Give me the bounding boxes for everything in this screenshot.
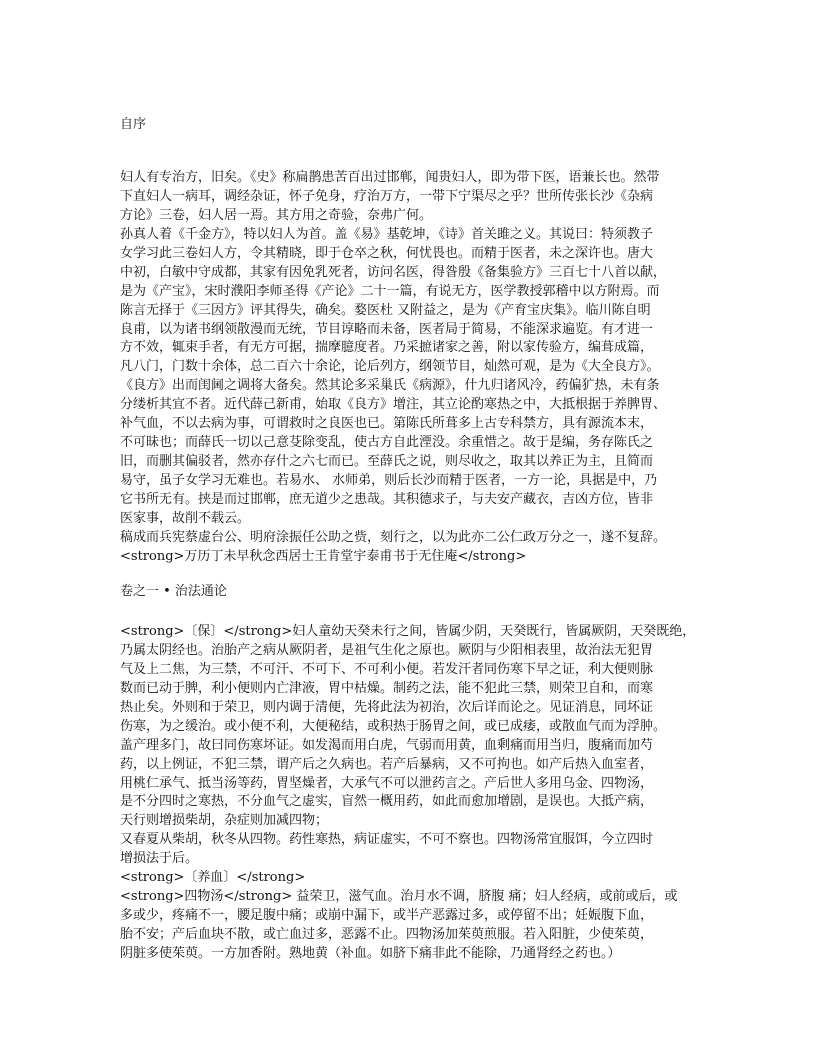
chapter-line: <strong>〔保〕</strong>妇人童幼天癸未行之间，皆属少阴，天癸既行，皆属厥阴，天癸既绝，	[120, 624, 696, 639]
chapter-line: 气及上二焦，为三禁，不可汗、不可下、不可利小便。若发汗者同伤寒下早之证，利大便则脉	[120, 661, 654, 677]
chapter-line: 是不分四时之寒热，不分血气之虚实，盲然一概用药，如此而愈加增剧，是误也。大抵产病，	[120, 794, 654, 810]
chapter-line: 胎不安；产后血块不散，或亡血过多，恶露不止。四物汤加茱萸煎服。若入阳脏，少使茱萸，	[120, 927, 654, 942]
chapter-line: <strong>四物汤</strong> 益荣卫，滋气血。治月水不调，脐腹 痛；妇人经病，或前或后，或	[120, 889, 678, 905]
preface-line: 旧，而删其偏驳者，然亦存什之六七而已。至薛氏之说，则尽收之，取其以养正为主，且简而	[120, 454, 654, 470]
chapter-line: 阴脏多使茱萸。一方加香附。熟地黄（补血。如脐下痛非此不能除，乃通肾经之药也。）	[120, 945, 621, 961]
subheading-yangxue: <strong>〔养血〕</strong>	[120, 870, 306, 886]
preface-signature: <strong>万历丁未早秋念西居士王肯堂宇泰甫书于无住庵</strong>	[120, 548, 527, 564]
chapter-line: 热止矣。外则和于荣卫，则内调于清便，先将此法为初治，次后详而论之。见证消息，同坏证	[120, 699, 654, 715]
preface-line: 医家事，故削不载云。	[120, 510, 251, 526]
preface-line: 稿成而兵宪蔡虚台公、明府涂振任公助之赀，刻行之，以为此亦二公仁政万分之一，遂不复辞。	[120, 529, 667, 545]
chapter-line: 天行则增损柴胡，杂症则加减四物；	[120, 813, 329, 829]
preface-line: 孙真人着《千金方》，特以妇人为首。盖《易》基乾坤，《诗》首关雎之义。其说曰：特须教子	[120, 226, 654, 242]
preface-line: 《良方》出而闺阃之调将大备矣。然其论多采巢氏《病源》，什九归诸风冷，药偏犷热，未有条	[120, 378, 660, 394]
preface-text	[120, 169, 700, 567]
preface-line: 是为《产宝》，宋时濮阳李师圣得《产论》二十一篇，有说无方，医学教授郭稽中以方附焉。而	[120, 283, 660, 299]
preface-line: 女学习此三卷妇人方，令其精晓，即于仓卒之秋，何忧畏也。而精于医者，未之深许也。唐大	[120, 245, 654, 261]
chapter-line: 乃属太阴经也。治胎产之病从厥阴者，是祖气生化之原也。厥阴与少阳相表里，故治法无犯胃	[120, 642, 654, 658]
preface-line: 易守，虽子女学习无难也。若易水、 水师弟，则后长沙而精于医者，一方一论，具据是中，乃	[120, 473, 658, 488]
chapter-text	[120, 623, 700, 964]
preface-line: 妇人有专治方，旧矣。《史》称扁鹊患苦百出过邯郸，闻贵妇人，即为带下医，语兼长也。然带	[120, 170, 660, 185]
preface-line: 分缕析其宜不者。近代薛己新甫，始取《良方》增注，其立论酌寒热之中，大抵根据于养脾胃、	[120, 397, 667, 413]
preface-line: 方不效，辄束手者，有无方可据，揣摩臆度者。乃采摭诸家之善，附以家传验方，编葺成篇，	[120, 340, 654, 356]
preface-line: 中初，白敏中守成都，其家有因免乳死者，访问名医，得昝殷《备集验方》三百七十八首以献，	[120, 264, 667, 280]
preface-line: 补气血，不以去病为事，可谓救时之良医也已。第陈氏所葺多上古专科禁方，具有源流本末，	[120, 416, 654, 432]
preface-heading: 自序	[120, 117, 147, 132]
preface-line: 不可昧也；而薛氏一切以己意芟除变乱，使古方自此湮没。余重惜之。故于是编，务存陈氏之	[120, 435, 654, 451]
chapter-line: 数而已动于脾，利小便则内亡津液，胃中枯燥。制药之法，能不犯此三禁，则荣卫自和，而寒	[120, 680, 654, 696]
preface-line: 方论》三卷，妇人居一焉。其方用之奇验，奈弗广何。	[120, 207, 433, 223]
preface-line: 下直妇人一病耳，调经杂证，怀子免身，疗治万方，一带下宁渠尽之乎？世所传张长沙《杂病	[120, 188, 654, 204]
chapter-line: 又春夏从柴胡，秋冬从四物。药性寒热，病证虚实，不可不察也。四物汤常宜服饵，今立四时	[120, 832, 654, 848]
chapter-line: 药，以上例证，不犯三禁，谓产后之久病也。若产后暴病，又不可拘也。如产后热入血室者，	[120, 756, 654, 772]
chapter-line: 多或少，疼痛不一，腰足腹中痛；或崩中漏下，或半产恶露过多，或停留不出；妊娠腹下血，	[120, 908, 654, 924]
preface-line: 良甫，以为诸书纲领散漫而无统，节目谆略而未备，医者局于简易，不能深求遍览。有才进一	[120, 321, 654, 337]
chapter-line: 用桃仁承气、抵当汤等药，胃坚燥者，大承气不可以泄药言之。产后世人多用乌金、四物汤，	[120, 775, 654, 791]
chapter-line: 增损法于后。	[120, 851, 199, 867]
preface-line: 它书所无有。挟是而过邯郸，庶无道少之患哉。其积德求子，与夫安产藏衣，吉凶方位，皆非	[120, 491, 654, 507]
chapter-heading: 卷之一 • 治法通论	[120, 584, 227, 599]
chapter-line: 伤寒，为之缓治。或小便不利，大便秘结，或积热于肠胃之间，或已成痿，或散血气而为浮肿。	[120, 718, 667, 734]
preface-line: 陈言无择于《三因方》评其得失，确矣。婺医杜 又附益之，是为《产育宝庆集》。临川陈自明	[120, 302, 651, 318]
preface-line: 凡八门，门数十余体，总二百六十余论，论后列方，纲领节目，灿然可观，是为《大全良方》。	[120, 359, 660, 375]
chapter-line: 盖产理多门，故曰同伤寒坏证。如发渴而用白虎，气弱而用黄，血剩痛而用当归，腹痛而加芍	[120, 737, 654, 753]
